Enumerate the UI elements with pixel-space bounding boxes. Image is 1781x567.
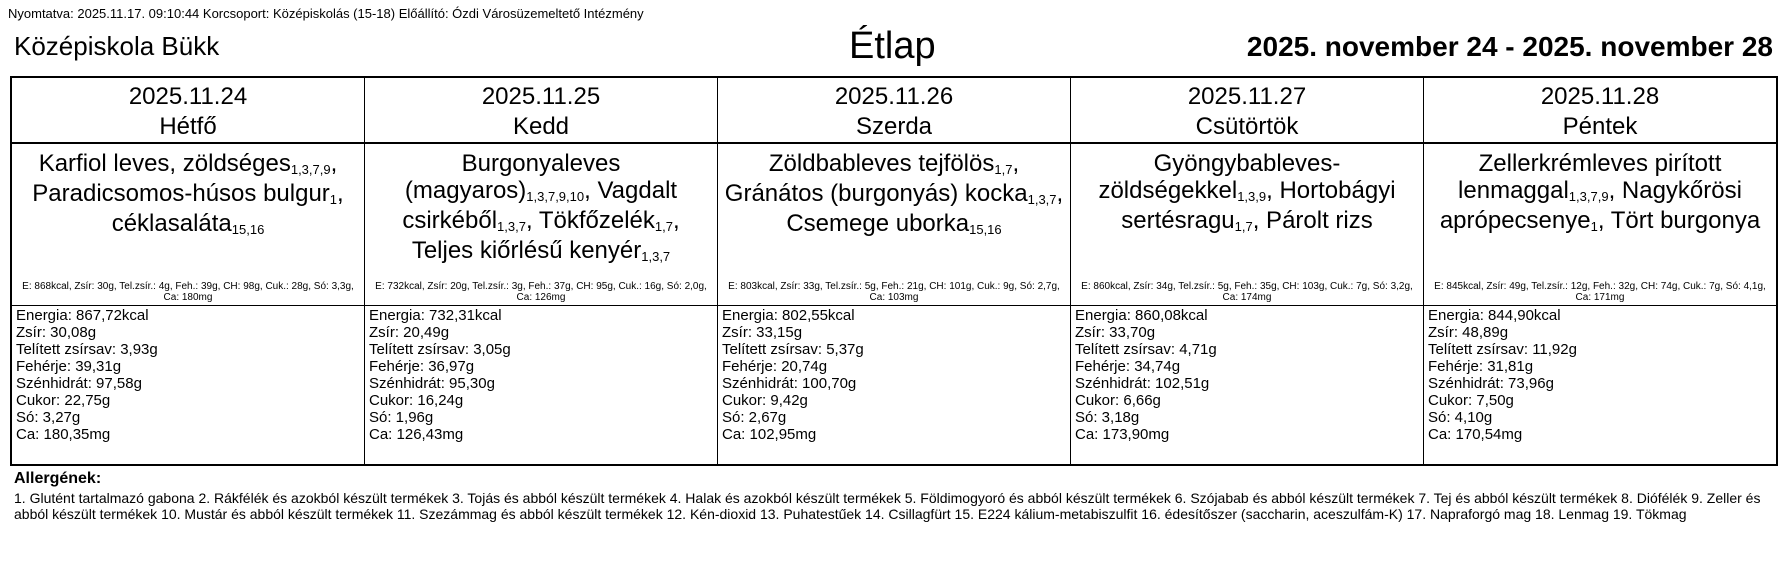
nutrient-row: Ca: 102,95mg bbox=[722, 426, 817, 443]
nutrient-row: Energia: 732,31kcal bbox=[369, 307, 502, 324]
dish-name: , Gránátos (burgonyás) kocka bbox=[724, 150, 1028, 207]
day-header bbox=[1071, 78, 1423, 144]
nutrition-summary: E: 803kcal, Zsír: 33g, Tel.zsír.: 5g, Feh.: 21g, CH: 101g, Cuk.: 9g, Só: 2,7g, Ca: 103mg bbox=[728, 281, 1060, 303]
nutrition-details bbox=[718, 306, 1070, 443]
menu-table bbox=[10, 76, 1778, 466]
allergens-list: 1. Glutént tartalmazó gabona 2. Rákfélék és azokból készült termékek 3. Tojás és abból készült termékek 4. Halak és azokból készült termékek 5. Földimogyoró és abból készült termékek 6. Szójabab és abból készült termékek 7. Tej és abból készült termékek 8. Diófélék 9. Zeller és abból készült termékek 10. Mustár és abból készült termékek 11. Szezámmag és abból készült termékek 12. Kén-dioxid 13. Puhatestűek 14. Csillagfürt 15. E224 kálium-metabiszulfit 16. édesítőszer (saccharin, aceszulfám-K) 17. Napraforgó mag 18. Lenmag 19. Tökmag bbox=[14, 490, 1761, 522]
allergen-codes: 1,7 bbox=[654, 219, 673, 234]
day-weekday: Szerda bbox=[855, 113, 933, 140]
nutrient-row: Só: 2,67g bbox=[722, 409, 787, 426]
day-column bbox=[717, 78, 1070, 464]
nutrient-row: Szénhidrát: 95,30g bbox=[369, 375, 495, 392]
nutrient-row: Telített zsírsav: 3,93g bbox=[16, 341, 158, 358]
day-weekday: Hétfő bbox=[159, 113, 217, 140]
nutrient-row: Telített zsírsav: 5,37g bbox=[722, 341, 864, 358]
nutrient-row: Cukor: 22,75g bbox=[16, 392, 111, 409]
menu-cell bbox=[365, 144, 717, 306]
menu-cell bbox=[12, 144, 364, 306]
day-header bbox=[12, 78, 364, 144]
page-title: Étlap bbox=[849, 25, 936, 67]
nutrition-details bbox=[12, 306, 364, 443]
nutrient-row: Energia: 867,72kcal bbox=[16, 307, 149, 324]
day-header bbox=[718, 78, 1070, 144]
day-date: 2025.11.24 bbox=[128, 83, 248, 110]
nutrient-row: Só: 3,18g bbox=[1075, 409, 1140, 426]
nutrition-details bbox=[1424, 306, 1776, 443]
day-weekday: Péntek bbox=[1562, 113, 1638, 140]
allergen-codes: 1 bbox=[329, 192, 338, 207]
dish-name: , Teljes kiőrlésű kenyér bbox=[411, 207, 680, 264]
day-column bbox=[364, 78, 717, 464]
allergen-codes: 1,3,7 bbox=[1027, 192, 1057, 207]
dish-name: Gyöngybableves-zöldségekkel bbox=[1098, 150, 1341, 204]
allergen-codes: 1 bbox=[1590, 219, 1598, 234]
dish-list bbox=[724, 150, 1064, 240]
nutrient-row: Telített zsírsav: 11,92g bbox=[1428, 341, 1577, 358]
day-column bbox=[1423, 78, 1776, 464]
day-date: 2025.11.27 bbox=[1187, 83, 1307, 110]
school-name: Középiskola Bükk bbox=[14, 31, 220, 61]
dish-list bbox=[1077, 150, 1417, 237]
nutrient-row: Szénhidrát: 73,96g bbox=[1428, 375, 1554, 392]
nutrition-summary: E: 845kcal, Zsír: 49g, Tel.zsír.: 12g, Feh.: 32g, CH: 74g, Cuk.: 7g, Só: 4,1g, Ca: 171mg bbox=[1434, 281, 1766, 303]
menu-cell bbox=[718, 144, 1070, 306]
nutrient-row: Energia: 844,90kcal bbox=[1428, 307, 1561, 324]
day-header bbox=[365, 78, 717, 144]
allergen-codes: 15,16 bbox=[231, 222, 265, 237]
nutrient-row: Cukor: 16,24g bbox=[369, 392, 464, 409]
dish-name: , Nagykőrösi aprópecsenye bbox=[1439, 177, 1742, 234]
nutrition-details bbox=[365, 306, 717, 443]
allergen-codes: 1,3,7,9,10 bbox=[526, 189, 585, 204]
dish-name: , céklasaláta bbox=[111, 180, 344, 237]
nutrient-row: Fehérje: 34,74g bbox=[1075, 358, 1181, 375]
nutrient-row: Só: 1,96g bbox=[369, 409, 434, 426]
dish-name: , Hortobágyi sertésragu bbox=[1121, 177, 1396, 234]
nutrient-row: Zsír: 48,89g bbox=[1428, 324, 1509, 341]
allergen-codes: 1,3,7,9 bbox=[290, 162, 331, 177]
allergen-codes: 1,3,7,9 bbox=[1568, 189, 1609, 204]
day-date: 2025.11.28 bbox=[1540, 83, 1660, 110]
day-weekday: Csütörtök bbox=[1195, 113, 1299, 140]
nutrient-row: Szénhidrát: 100,70g bbox=[722, 375, 857, 392]
dish-list bbox=[18, 150, 358, 240]
nutrient-row: Fehérje: 31,81g bbox=[1428, 358, 1534, 375]
dish-name: , Vagdalt csirkéből bbox=[402, 177, 678, 234]
nutrient-row: Ca: 180,35mg bbox=[16, 426, 111, 443]
dish-name: , Paradicsomos-húsos bulgur bbox=[32, 150, 338, 207]
date-range: 2025. november 24 - 2025. november 28 bbox=[1246, 31, 1773, 62]
nutrition-summary: E: 732kcal, Zsír: 20g, Tel.zsír.: 3g, Feh.: 37g, CH: 95g, Cuk.: 16g, Só: 2,0g, Ca: 126mg bbox=[375, 281, 707, 303]
allergen-codes: 1,3,9 bbox=[1237, 189, 1267, 204]
nutrient-row: Zsír: 30,08g bbox=[16, 324, 97, 341]
nutrient-row: Só: 4,10g bbox=[1428, 409, 1493, 426]
nutrient-row: Cukor: 6,66g bbox=[1075, 392, 1161, 409]
menu-cell bbox=[1424, 144, 1776, 306]
dish-name: Karfiol leves, zöldséges bbox=[38, 150, 291, 177]
nutrient-row: Zsír: 33,70g bbox=[1075, 324, 1156, 341]
nutrient-row: Telített zsírsav: 4,71g bbox=[1075, 341, 1217, 358]
menu-cell bbox=[1071, 144, 1423, 306]
allergen-codes: 1,7 bbox=[1234, 219, 1253, 234]
nutrition-summary: E: 860kcal, Zsír: 34g, Tel.zsír.: 5g, Feh.: 35g, CH: 103g, Cuk.: 7g, Só: 3,2g, Ca: 174mg bbox=[1081, 281, 1413, 303]
day-date: 2025.11.26 bbox=[834, 83, 954, 110]
nutrition-details bbox=[1071, 306, 1423, 443]
nutrient-row: Zsír: 20,49g bbox=[369, 324, 450, 341]
dish-list bbox=[1430, 150, 1770, 237]
print-info: Nyomtatva: 2025.11.17. 09:10:44 Korcsoport: Középiskolás (15-18) Előállító: Ózdi Városüzemeltető Intézmény bbox=[8, 6, 644, 21]
nutrient-row: Telített zsírsav: 3,05g bbox=[369, 341, 511, 358]
nutrient-row: Cukor: 7,50g bbox=[1428, 392, 1514, 409]
dish-name: Burgonyaleves (magyaros) bbox=[404, 150, 621, 204]
allergens-heading: Allergének: bbox=[14, 470, 102, 487]
dish-name: , Tökfőzelék bbox=[525, 207, 655, 234]
dish-name: , Párolt rizs bbox=[1252, 207, 1373, 234]
day-weekday: Kedd bbox=[512, 113, 570, 140]
dish-name: Zöldbableves tejfölös bbox=[768, 150, 995, 177]
allergen-codes: 1,7 bbox=[994, 162, 1013, 177]
nutrient-row: Cukor: 9,42g bbox=[722, 392, 808, 409]
nutrient-row: Ca: 170,54mg bbox=[1428, 426, 1523, 443]
nutrient-row: Só: 3,27g bbox=[16, 409, 81, 426]
day-column bbox=[12, 78, 364, 464]
nutrient-row: Szénhidrát: 102,51g bbox=[1075, 375, 1210, 392]
allergen-codes: 15,16 bbox=[969, 222, 1002, 237]
nutrient-row: Zsír: 33,15g bbox=[722, 324, 803, 341]
nutrition-summary: E: 868kcal, Zsír: 30g, Tel.zsír.: 4g, Feh.: 39g, CH: 98g, Cuk.: 28g, Só: 3,3g, Ca: 180mg bbox=[22, 281, 354, 303]
nutrient-row: Fehérje: 36,97g bbox=[369, 358, 475, 375]
dish-name: , Csemege uborka bbox=[786, 180, 1064, 237]
nutrient-row: Energia: 802,55kcal bbox=[722, 307, 855, 324]
nutrient-row: Ca: 126,43mg bbox=[369, 426, 464, 443]
allergen-codes: 1,3,7 bbox=[497, 219, 526, 234]
nutrient-row: Fehérje: 20,74g bbox=[722, 358, 828, 375]
nutrient-row: Fehérje: 39,31g bbox=[16, 358, 122, 375]
day-header bbox=[1424, 78, 1776, 144]
nutrient-row: Szénhidrát: 97,58g bbox=[16, 375, 142, 392]
day-date: 2025.11.25 bbox=[481, 83, 601, 110]
day-column bbox=[1070, 78, 1423, 464]
dish-name: , Tört burgonya bbox=[1597, 207, 1761, 234]
allergen-codes: 1,3,7 bbox=[641, 249, 671, 264]
dish-name: Zellerkrémleves pirított lenmaggal bbox=[1458, 150, 1722, 204]
dish-list bbox=[371, 150, 711, 267]
nutrient-row: Ca: 173,90mg bbox=[1075, 426, 1170, 443]
nutrient-row: Energia: 860,08kcal bbox=[1075, 307, 1208, 324]
